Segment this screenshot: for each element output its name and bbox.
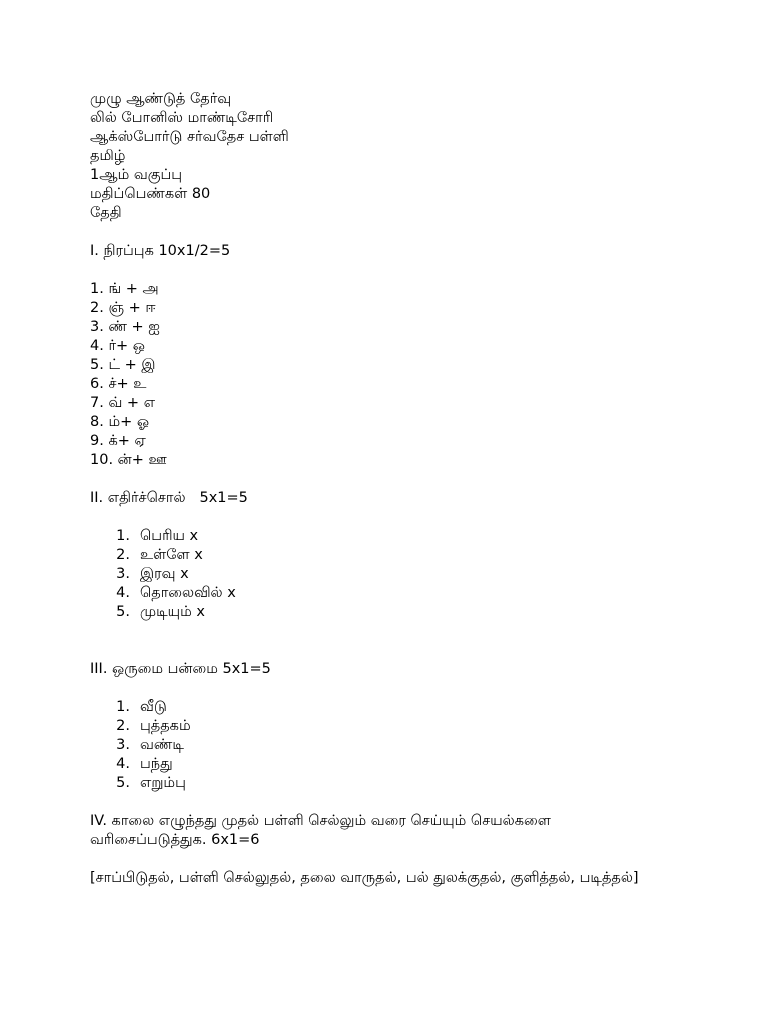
fill-item: 9. க்+ ஏ — [90, 433, 146, 449]
list-text: இரவு x — [140, 566, 189, 582]
list-item — [90, 736, 690, 755]
spacer — [90, 793, 690, 812]
list-number: 4. — [116, 585, 130, 601]
spacer — [90, 470, 690, 489]
subject-label: தமிழ் — [90, 148, 126, 164]
list-item — [90, 527, 690, 546]
list-number: 1. — [116, 528, 130, 544]
section-fill-in — [90, 242, 690, 470]
singular-plural-list — [90, 698, 690, 793]
list-item — [90, 565, 690, 584]
list-number: 2. — [116, 547, 130, 563]
exam-header — [90, 90, 690, 223]
school-name-line1: லில் போனிஸ் மாண்டிசோரி — [90, 110, 274, 126]
fill-item: 10. ன்+ ஊ — [90, 452, 167, 468]
list-item — [90, 698, 690, 717]
section2-title-text: II. எதிர்ச்சொல் — [90, 490, 186, 506]
list-text: புத்தகம் — [140, 718, 191, 734]
list-number: 3. — [116, 566, 130, 582]
list-item — [90, 774, 690, 793]
list-item — [90, 584, 690, 603]
list-number: 2. — [116, 718, 130, 734]
section4-title: IV. காலை எழுந்தது முதல் பள்ளி செல்லும் வரை செய்யும் செயல்களை வரிசைப்படுத்துக. 6x1=6 — [90, 813, 551, 848]
list-text: வண்டி — [140, 737, 184, 753]
list-text: வீடு — [140, 699, 167, 715]
list-item — [90, 603, 690, 622]
list-text: தொலைவில் x — [140, 585, 236, 601]
fill-item: 4. ர்+ ஒ — [90, 338, 145, 354]
spacer — [90, 223, 690, 242]
list-item — [90, 755, 690, 774]
spacer — [90, 508, 690, 527]
spacer — [90, 261, 690, 280]
marks-label: மதிப்பெண்கள் 80 — [90, 186, 211, 202]
fill-item: 1. ங் + அ — [90, 281, 159, 297]
fill-item: 7. வ் + எ — [90, 395, 156, 411]
spacer — [90, 679, 690, 698]
list-item — [90, 717, 690, 736]
list-number: 4. — [116, 756, 130, 772]
list-text: எறும்பு — [140, 775, 186, 791]
section4-options: [சாப்பிடுதல், பள்ளி செல்லுதல், தலை வாருதல், பல் துலக்குதல், குளித்தல், படித்தல்] — [90, 870, 639, 886]
school-name-line2: ஆக்ஸ்போர்டு சர்வதேச பள்ளி — [90, 129, 289, 145]
document-page — [90, 90, 690, 888]
fill-item: 6. ச்+ உ — [90, 376, 147, 392]
fill-item: 3. ண் + ஐ — [90, 319, 160, 335]
list-text: பெரிய x — [140, 528, 199, 544]
date-label: தேதி — [90, 205, 122, 221]
fill-item: 5. ட் + இ — [90, 357, 156, 373]
list-number: 5. — [116, 775, 130, 791]
list-text: பந்து — [140, 756, 173, 772]
spacer — [90, 622, 690, 660]
section1-title: I. நிரப்புக 10x1/2=5 — [90, 243, 231, 259]
section2-title — [90, 489, 690, 508]
fill-item: 2. ஞ் + ஈ — [90, 300, 156, 316]
section-antonyms — [90, 489, 690, 622]
section-singular-plural — [90, 660, 690, 793]
list-number: 1. — [116, 699, 130, 715]
list-text: முடியும் x — [140, 604, 205, 620]
list-number: 5. — [116, 604, 130, 620]
list-item — [90, 546, 690, 565]
fill-item: 8. ம்+ ஓ — [90, 414, 150, 430]
section3-title: III. ஒருமை பன்மை 5x1=5 — [90, 661, 271, 677]
exam-title: முழு ஆண்டுத் தேர்வு — [90, 91, 232, 107]
section-sequencing — [90, 812, 690, 888]
list-number: 3. — [116, 737, 130, 753]
list-text: உள்ளே x — [140, 547, 203, 563]
section2-marks: 5x1=5 — [199, 490, 248, 506]
grade-label: 1ஆம் வகுப்பு — [90, 167, 183, 183]
antonym-list — [90, 527, 690, 622]
spacer — [90, 850, 690, 869]
